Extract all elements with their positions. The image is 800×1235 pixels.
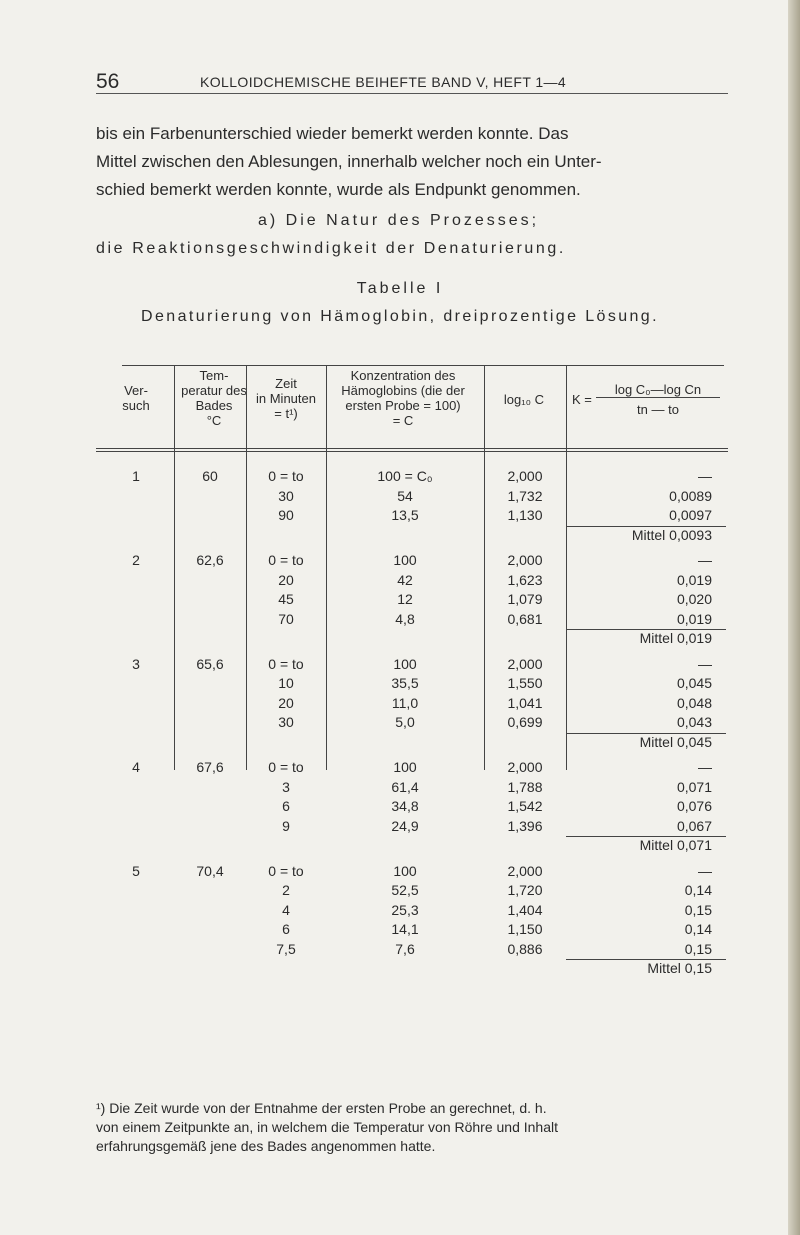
cell-konzentration: 42 [397, 571, 413, 588]
cell-konzentration: 100 [393, 759, 417, 775]
cell-konzentration: 7,6 [395, 940, 415, 957]
header-bottom-rule [96, 448, 728, 449]
mittel-rule [566, 526, 726, 527]
header-versuch: Ver- such [122, 383, 150, 413]
cell-k: 0,043 [676, 714, 712, 730]
header-konzentration: Konzentration des Hämoglobins (die der ersten Probe = 100) = C [341, 368, 465, 428]
cell-konzentration: 100 = C₀ [377, 468, 433, 484]
footnote-line: ¹) Die Zeit wurde von der Entnahme der ersten Probe an gerechnet, d. h. [96, 1100, 547, 1116]
intro-line: Mittel zwischen den Ablesungen, innerhalb welcher noch ein Unter- [96, 152, 602, 171]
cell-versuch: 3 [132, 655, 140, 672]
cell-k: 0,048 [676, 694, 712, 711]
cell-k: 0,0097 [669, 507, 712, 523]
cell-versuch: 4 [132, 759, 140, 775]
cell-log: 2,000 [507, 468, 543, 484]
cell-konzentration: 4,8 [395, 610, 415, 627]
intro-line: bis ein Farbenunterschied wieder bemerkt werden konnte. Das [96, 124, 569, 143]
cell-zeit: 45 [278, 591, 294, 607]
cell-konzentration: 52,5 [391, 882, 419, 898]
cell-k: 0,020 [676, 591, 712, 607]
cell-k: 0,14 [684, 921, 712, 937]
cell-log: 2,000 [507, 655, 543, 672]
cell-k: 0,045 [676, 675, 712, 691]
cell-k: 0,15 [684, 940, 712, 957]
cell-zeit: 90 [278, 507, 294, 523]
cell-log: 0,886 [507, 940, 543, 957]
page-number: 56 [96, 70, 120, 93]
cell-k: 0,076 [676, 798, 712, 814]
cell-k: — [698, 468, 712, 484]
header-rule [96, 93, 728, 94]
cell-konzentration: 100 [393, 552, 417, 568]
cell-konzentration: 13,5 [391, 507, 419, 523]
cell-log: 2,000 [507, 552, 543, 568]
cell-k: — [698, 759, 712, 775]
footnote [96, 1099, 732, 1156]
header-temperatur: Tem- peratur des Bades °C [181, 368, 247, 428]
cell-log: 0,681 [507, 610, 543, 627]
cell-k: — [698, 552, 712, 568]
footnote-line: erfahrungsgemäß jene des Bades angenommen hatte. [96, 1138, 436, 1154]
cell-zeit: 2 [282, 882, 290, 898]
cell-zeit: 6 [282, 921, 290, 937]
cell-konzentration: 35,5 [391, 675, 419, 691]
cell-k: 0,071 [676, 778, 712, 795]
cell-mittel: Mittel 0,045 [639, 733, 712, 750]
cell-log: 1,542 [507, 798, 543, 814]
cell-temperatur: 65,6 [196, 655, 224, 672]
running-title: KOLLOIDCHEMISCHE BEIHEFTE BAND V, HEFT 1—4 [200, 74, 567, 90]
cell-log: 2,000 [507, 759, 543, 775]
cell-log: 1,041 [507, 694, 543, 711]
mittel-rule [566, 959, 726, 960]
cell-log: 1,130 [507, 507, 543, 523]
table-title: Tabelle I [356, 280, 444, 297]
cell-mittel: Mittel 0,15 [647, 960, 712, 976]
cell-log: 1,079 [507, 591, 543, 607]
cell-konzentration: 54 [397, 487, 413, 504]
intro-paragraph [96, 120, 732, 204]
table-caption: Denaturierung von Hämoglobin, dreiprozentige Lösung. [141, 308, 659, 325]
mittel-rule [566, 629, 726, 630]
cell-k: — [698, 655, 712, 672]
cell-konzentration: 61,4 [391, 778, 419, 795]
cell-versuch: 1 [132, 468, 140, 484]
cell-konzentration: 11,0 [391, 694, 419, 711]
cell-zeit: 6 [282, 798, 290, 814]
cell-temperatur: 60 [202, 468, 218, 484]
header-log: log₁₀ C [503, 392, 545, 407]
mittel-rule [566, 836, 726, 837]
cell-log: 0,699 [507, 714, 543, 730]
cell-zeit: 7,5 [276, 940, 296, 957]
cell-log: 1,396 [507, 817, 543, 834]
cell-log: 1,550 [507, 675, 543, 691]
cell-zeit: 30 [278, 714, 294, 730]
cell-konzentration: 12 [397, 591, 413, 607]
section-heading: a) Die Natur des Prozesses; [258, 212, 540, 229]
cell-k: 0,15 [684, 901, 712, 918]
cell-zeit: 0 = to [268, 862, 304, 879]
cell-log: 1,623 [507, 571, 543, 588]
cell-zeit: 0 = to [268, 759, 304, 775]
cell-zeit: 10 [278, 675, 294, 691]
cell-zeit: 0 = to [268, 655, 304, 672]
cell-temperatur: 70,4 [196, 862, 224, 879]
cell-zeit: 30 [278, 487, 294, 504]
cell-log: 1,732 [507, 487, 543, 504]
cell-k: 0,0089 [669, 487, 712, 504]
cell-versuch: 5 [132, 862, 140, 879]
table-top-rule [122, 365, 724, 366]
cell-konzentration: 34,8 [391, 798, 419, 814]
cell-zeit: 9 [282, 817, 290, 834]
section-subheading: die Reaktionsgeschwindigkeit der Denaturierung. [96, 240, 566, 257]
cell-zeit: 3 [282, 778, 290, 795]
cell-mittel: Mittel 0,019 [639, 630, 712, 646]
intro-line: schied bemerkt werden konnte, wurde als Endpunkt genommen. [96, 180, 581, 199]
scan-edge [788, 0, 800, 1235]
cell-konzentration: 14,1 [391, 921, 419, 937]
cell-k: 0,14 [684, 882, 712, 898]
cell-mittel: Mittel 0,0093 [631, 526, 712, 543]
cell-log: 1,788 [507, 778, 543, 795]
cell-log: 1,404 [507, 901, 543, 918]
cell-log: 1,150 [507, 921, 543, 937]
cell-zeit: 70 [278, 610, 294, 627]
header-zeit: Zeit in Minuten = t¹) [256, 376, 316, 421]
cell-konzentration: 25,3 [391, 901, 419, 918]
cell-log: 1,720 [507, 882, 543, 898]
cell-konzentration: 100 [393, 655, 417, 672]
cell-zeit: 0 = to [268, 552, 304, 568]
cell-konzentration: 24,9 [391, 817, 419, 834]
cell-zeit: 20 [278, 571, 294, 588]
cell-konzentration: 100 [393, 862, 417, 879]
cell-k: — [698, 862, 712, 879]
mittel-rule [566, 733, 726, 734]
cell-zeit: 20 [278, 694, 294, 711]
cell-zeit: 0 = to [268, 468, 304, 484]
cell-k: 0,067 [676, 817, 712, 834]
header-bottom-rule-double [96, 451, 728, 452]
cell-k: 0,019 [676, 571, 712, 588]
cell-temperatur: 67,6 [196, 759, 224, 775]
cell-konzentration: 5,0 [395, 714, 415, 730]
cell-log: 2,000 [507, 862, 543, 879]
cell-k: 0,019 [676, 610, 712, 627]
footnote-line: von einem Zeitpunkte an, in welchem die Temperatur von Röhre und Inhalt [96, 1119, 559, 1135]
cell-versuch: 2 [132, 552, 140, 568]
cell-temperatur: 62,6 [196, 552, 224, 568]
cell-zeit: 4 [282, 901, 290, 918]
cell-mittel: Mittel 0,071 [639, 837, 712, 853]
